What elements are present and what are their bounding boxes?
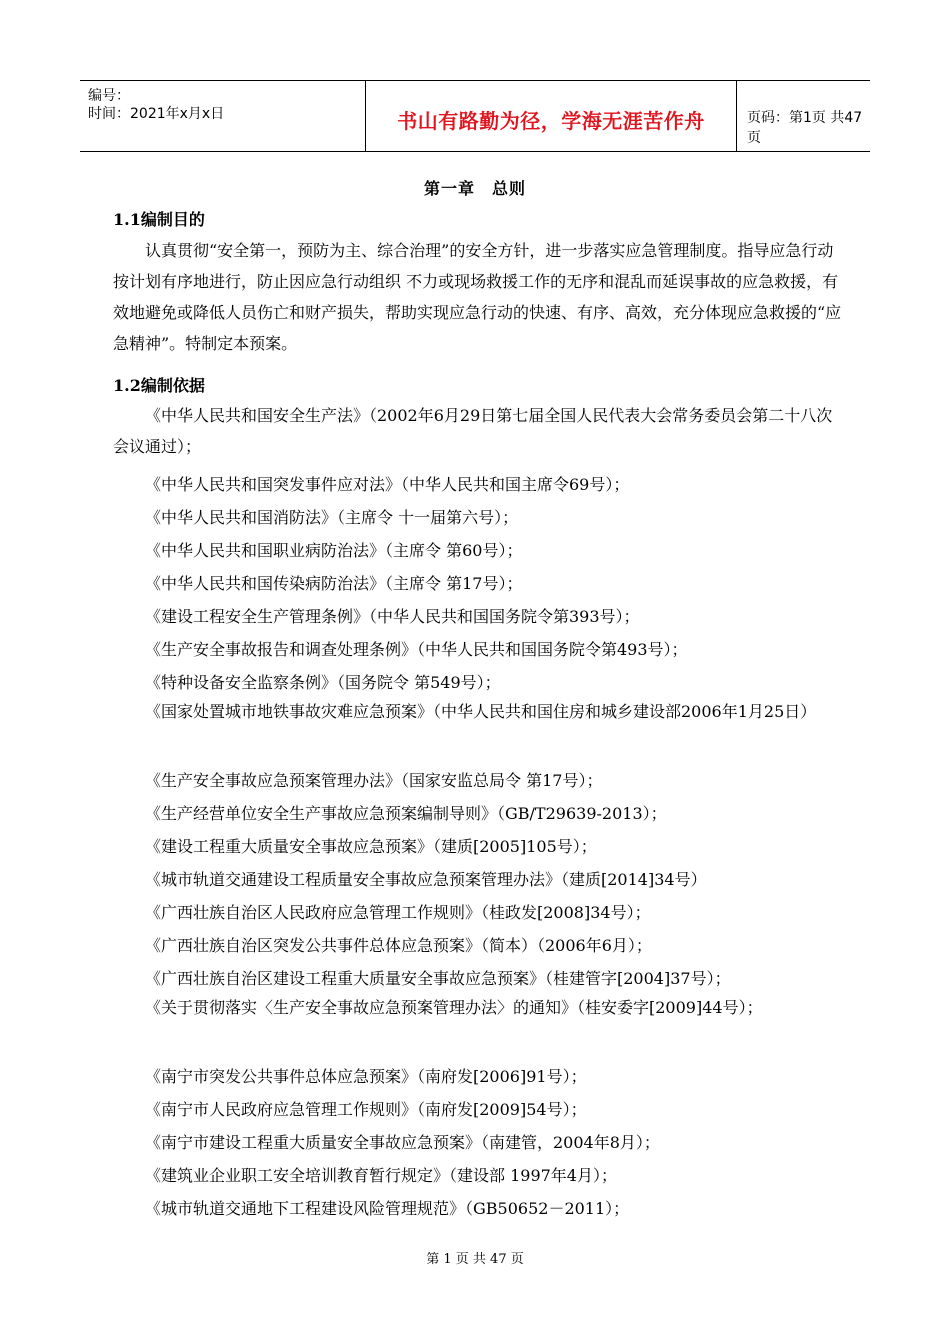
reference-item: 《城市轨道交通地下工程建设风险管理规范》（GB50652－2011）； <box>145 1199 630 1218</box>
chapter-title: 第一章 总则 <box>423 179 526 198</box>
purpose-paragraph: 认真贯彻“安全第一，预防为主、综合治理”的安全方针，进一步落实应急管理制度。指导应急行动按计划有序地进行，防止因应急行动组织 不力或现场救援工作的无序和混乱而延误事故的应急救援，有效地避免或降低人员伤亡和财产损失，帮助实现应急行动的快速、有序、高效，充分体现应急救援的“应急精神”。特制定本预案。 <box>113 241 842 353</box>
reference-item: 《中华人民共和国消防法》（主席令 十一届第六号）； <box>145 508 519 527</box>
header-motto: 书山有路勤为径，学海无涯苦作舟 <box>397 109 705 133</box>
reference-item: 《建筑业企业职工安全培训教育暂行规定》（建设部 1997年4月）； <box>145 1166 617 1185</box>
reference-item: 《广西壮族自治区人民政府应急管理工作规则》（桂政发[2008]34号）； <box>145 903 651 922</box>
reference-item: 《南宁市突发公共事件总体应急预案》（南府发[2006]91号）； <box>145 1067 587 1086</box>
reference-item: 《广西壮族自治区建设工程重大质量安全事故应急预案》（桂建管字[2004]37号）； <box>145 969 731 988</box>
reference-item: 《中华人民共和国安全生产法》（2002年6月29日第七届全国人民代表大会常务委员会第二十八次会议通过）； <box>113 406 833 456</box>
section-heading-basis: 1.2编制依据 <box>113 376 205 395</box>
reference-item: 《特种设备安全监察条例》（国务院令 第549号）； <box>145 673 501 692</box>
reference-item: 《城市轨道交通建设工程质量安全事故应急预案管理办法》（建质[2014]34号） <box>145 870 707 889</box>
section-heading-purpose: 1.1编制目的 <box>113 210 205 229</box>
reference-item: 《建设工程安全生产管理条例》（中华人民共和国国务院令第393号）； <box>145 607 640 626</box>
reference-item: 《中华人民共和国职业病防治法》（主席令 第60号）； <box>145 541 523 560</box>
reference-item: 《国家处置城市地铁事故灾难应急预案》（中华人民共和国住房和城乡建设部2006年1月25日） <box>145 702 817 721</box>
document-number: 编号： <box>88 88 130 104</box>
reference-item: 《生产安全事故应急预案管理办法》（国家安监总局令 第17号）； <box>145 771 603 790</box>
document-time: 时间：2021年x月x日 <box>88 106 225 122</box>
reference-item: 《中华人民共和国传染病防治法》（主席令 第17号）； <box>145 574 523 593</box>
header-page-info: 页码：第1页 共47页 <box>747 110 863 146</box>
reference-item: 《关于贯彻落实〈生产安全事故应急预案管理办法〉的通知》（桂安委字[2009]44号）； <box>145 998 763 1017</box>
header-meta <box>88 87 278 123</box>
page-footer: 第 1 页 共 47 页 <box>426 1252 524 1267</box>
reference-item: 《广西壮族自治区突发公共事件总体应急预案》（简本）（2006年6月）； <box>145 936 652 955</box>
reference-item: 《南宁市建设工程重大质量安全事故应急预案》（南建管，2004年8月）； <box>145 1133 660 1152</box>
reference-item: 《生产安全事故报告和调查处理条例》（中华人民共和国国务院令第493号）； <box>145 640 688 659</box>
page-header <box>80 80 870 152</box>
reference-item: 《生产经营单位安全生产事故应急预案编制导则》（GB/T29639-2013）； <box>145 804 667 823</box>
reference-item: 《建设工程重大质量安全事故应急预案》（建质[2005]105号）； <box>145 837 597 856</box>
reference-item: 《中华人民共和国突发事件应对法》（中华人民共和国主席令69号）； <box>145 475 630 494</box>
reference-item: 《南宁市人民政府应急管理工作规则》（南府发[2009]54号）； <box>145 1100 587 1119</box>
header-motto-cell <box>365 81 737 151</box>
